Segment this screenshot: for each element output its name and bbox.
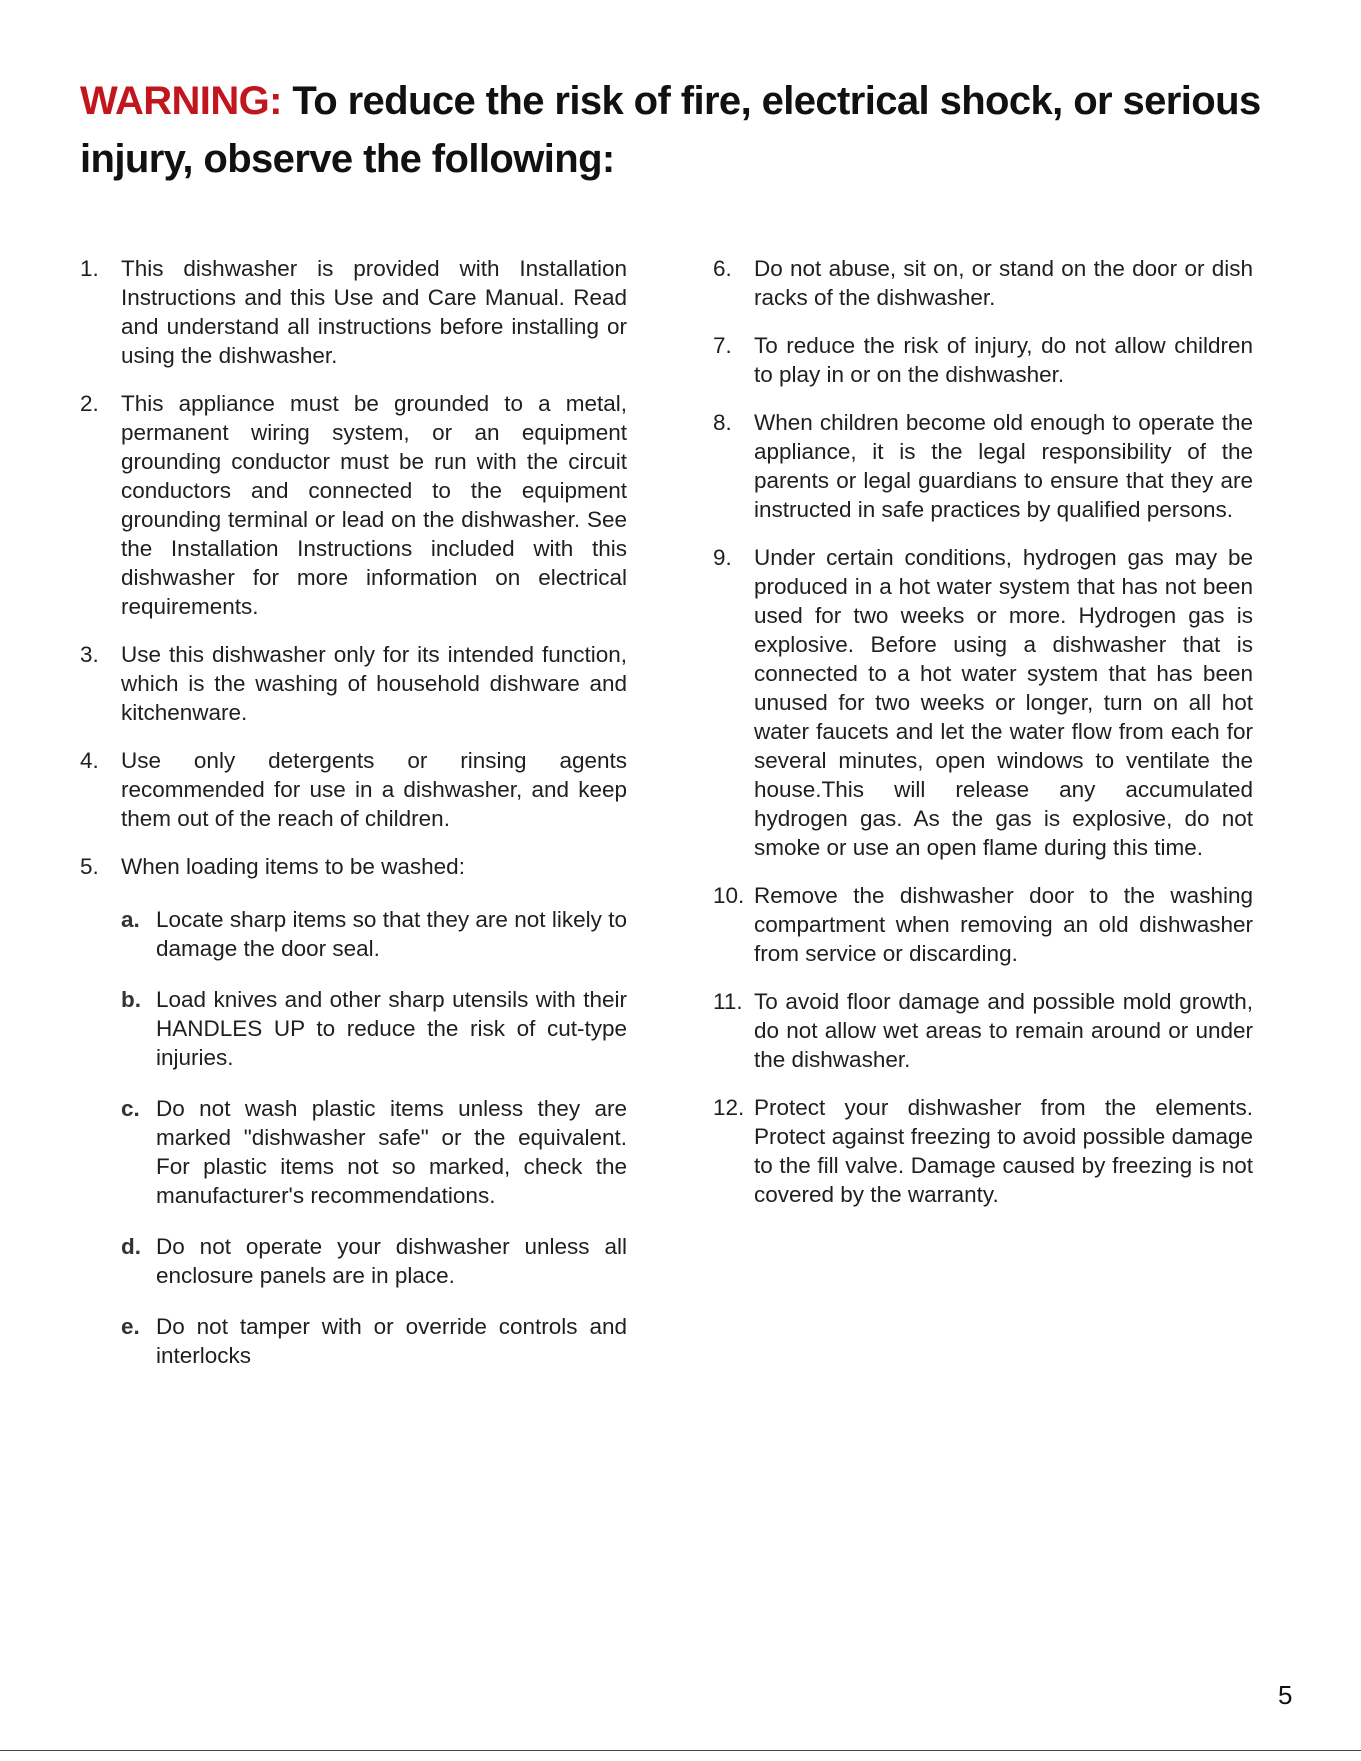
sub-item-text: Do not tamper with or override controls and interlocks (156, 1314, 627, 1368)
item-number: 1. (80, 256, 99, 281)
item-text: Remove the dishwasher door to the washing compartment when removing an old dishwasher from service or discarding. (754, 883, 1253, 966)
loading-sublist (121, 905, 627, 1370)
sub-item-e (121, 1312, 627, 1370)
item-text: Use this dishwasher only for its intended function, which is the washing of household dishware and kitchenware. (121, 642, 627, 725)
item-text: Under certain conditions, hydrogen gas may be produced in a hot water system that has not been used for two weeks or more. Hydrogen gas is explosive. Before using a dishwasher that is connected to a hot water system that has been unused for two weeks or longer, turn on all hot water faucets and let the water flow from each for several minutes, open windows to ventilate the house.This will release any accumulated hydrogen gas. As the gas is explosive, do not smoke or use an open flame during this time. (754, 545, 1253, 860)
item-text: Protect your dishwasher from the elements. Protect against freezing to avoid possible damage to the fill valve. Damage caused by freezing is not covered by the warranty. (754, 1095, 1253, 1207)
page-number: 5 (1278, 1680, 1293, 1710)
item-number: 6. (713, 256, 732, 281)
item-number: 7. (713, 333, 732, 358)
safety-item-9 (713, 543, 1253, 862)
item-text: When loading items to be washed: (121, 854, 465, 879)
warning-label: WARNING: (80, 79, 282, 123)
safety-item-6 (713, 254, 1253, 312)
warning-text: To reduce the risk of fire, electrical shock, or serious injury, observe the following: (80, 79, 1261, 181)
item-number: 5. (80, 854, 99, 879)
sub-item-d (121, 1232, 627, 1290)
safety-item-7 (713, 331, 1253, 389)
item-text: This dishwasher is provided with Installation Instructions and this Use and Care Manual. Read and understand all instructions before installing or using the dishwasher. (121, 256, 627, 368)
sub-item-a (121, 905, 627, 963)
safety-list-left (80, 254, 627, 1392)
bottom-rule (0, 1750, 1361, 1751)
sub-item-c (121, 1094, 627, 1210)
item-text: This appliance must be grounded to a metal, permanent wiring system, or an equipment grounding conductor must be run with the circuit conductors and connected to the equipment grounding terminal or lead on the dishwasher. See the Installation Instructions included with this dishwasher for more information on electrical requirements. (121, 391, 627, 619)
page-heading (80, 72, 1280, 188)
sub-item-text: Do not operate your dishwasher unless all enclosure panels are in place. (156, 1234, 627, 1288)
sub-item-letter: b. (121, 987, 141, 1012)
sub-item-letter: d. (121, 1234, 141, 1259)
item-number: 4. (80, 748, 99, 773)
sub-item-text: Load knives and other sharp utensils with their HANDLES UP to reduce the risk of cut-type injuries. (156, 987, 627, 1070)
sub-item-letter: a. (121, 907, 140, 932)
sub-item-b (121, 985, 627, 1072)
item-number: 11. (713, 989, 743, 1014)
safety-item-10 (713, 881, 1253, 968)
sub-item-text: Do not wash plastic items unless they are marked "dishwasher safe" or the equivalent. For plastic items not so marked, check the manufacturer's recommendations. (156, 1096, 627, 1208)
safety-item-12 (713, 1093, 1253, 1209)
safety-item-8 (713, 408, 1253, 524)
safety-item-11 (713, 987, 1253, 1074)
item-text: To avoid floor damage and possible mold growth, do not allow wet areas to remain around or under the dishwasher. (754, 989, 1253, 1072)
item-number: 10. (713, 883, 745, 908)
item-text: Do not abuse, sit on, or stand on the door or dish racks of the dishwasher. (754, 256, 1253, 310)
item-number: 3. (80, 642, 99, 667)
item-number: 12. (713, 1095, 745, 1120)
item-number: 8. (713, 410, 732, 435)
safety-item-5 (80, 852, 627, 1370)
sub-item-letter: e. (121, 1314, 140, 1339)
item-text: To reduce the risk of injury, do not allow children to play in or on the dishwasher. (754, 333, 1253, 387)
safety-list-right (713, 254, 1253, 1228)
item-text: Use only detergents or rinsing agents recommended for use in a dishwasher, and keep them out of the reach of children. (121, 748, 627, 831)
item-number: 9. (713, 545, 732, 570)
sub-item-letter: c. (121, 1096, 140, 1121)
safety-item-1 (80, 254, 627, 370)
safety-item-4 (80, 746, 627, 833)
safety-item-2 (80, 389, 627, 621)
safety-item-3 (80, 640, 627, 727)
sub-item-text: Locate sharp items so that they are not likely to damage the door seal. (156, 907, 627, 961)
item-text: When children become old enough to operate the appliance, it is the legal responsibility of the parents or legal guardians to ensure that they are instructed in safe practices by qualified persons. (754, 410, 1253, 522)
item-number: 2. (80, 391, 99, 416)
